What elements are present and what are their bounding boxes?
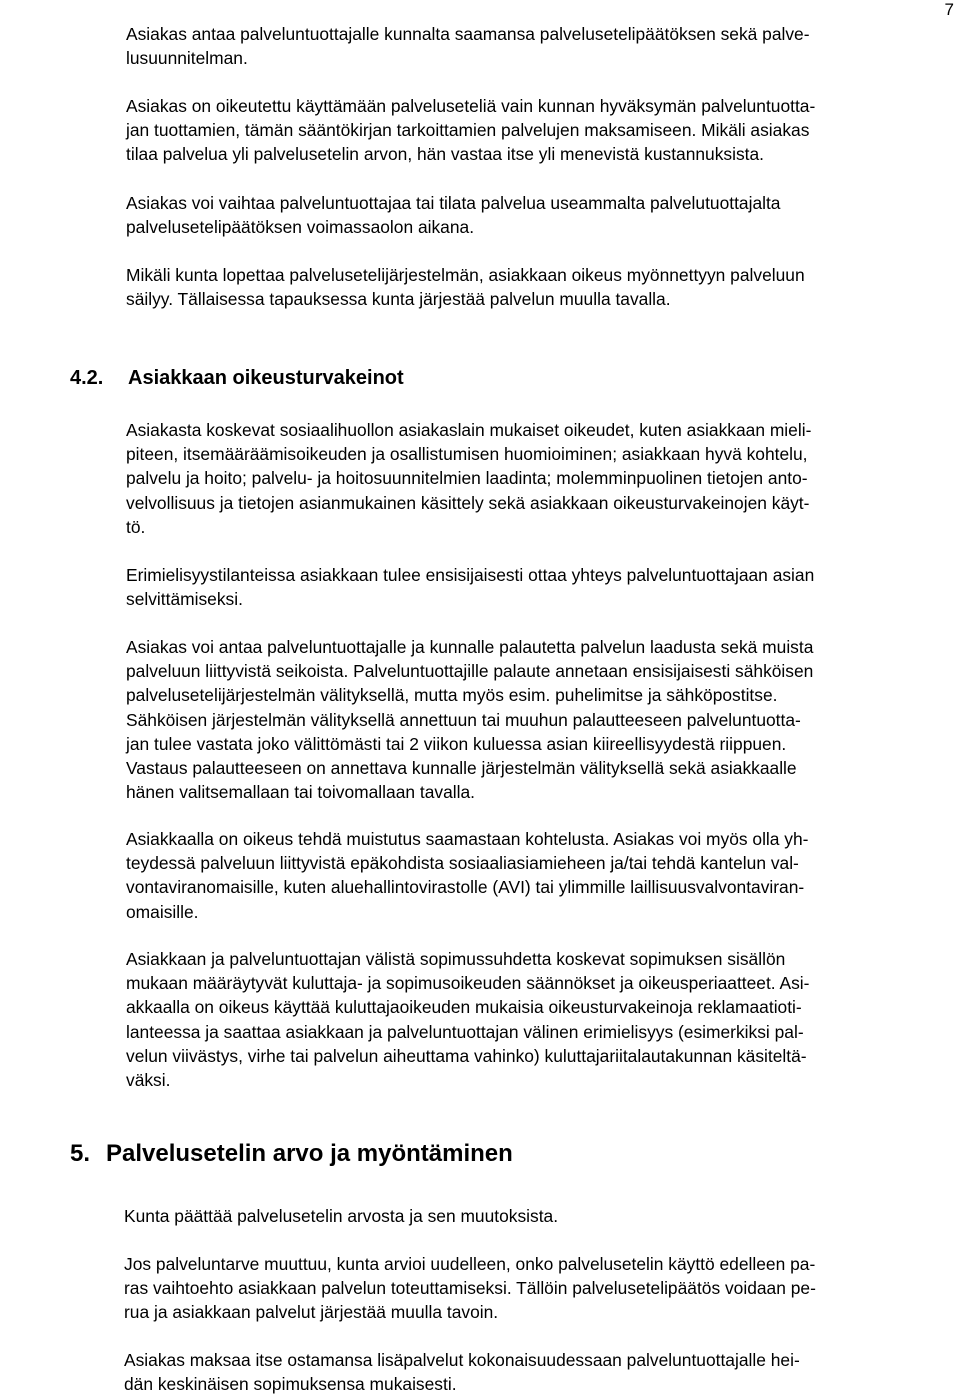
- text-line: Sähköisen järjestelmän välityksellä annettuun tai muuhun palautteeseen palveluntuotta-: [126, 709, 801, 730]
- text-line: Mikäli kunta lopettaa palvelusetelijärjestelmän, asiakkaan oikeus myönnettyyn palveluun: [126, 265, 805, 285]
- text-line: Kunta päättää palvelusetelin arvosta ja sen muutoksista.: [124, 1206, 559, 1226]
- text-line: teydessä palveluun liittyvistä epäkohdista sosiaaliasiamieheen ja/tai tehdä kantelun val-: [126, 853, 799, 874]
- text-line: palveluun liittyvistä seikoista. Palveluntuottajille palaute annetaan ensisijaisesti sähköisen: [126, 661, 814, 682]
- text-line: jan tuottamien, tämän sääntökirjan tarkoittamien palvelujen maksamiseen. Mikäli asiakas: [126, 120, 810, 141]
- text-line: velun viivästys, virhe tai palvelun aiheuttama vahinko) kuluttajariitalautakunnan käsiteltä-: [126, 1045, 807, 1066]
- text-line: tilaa palvelua yli palvelusetelin arvon, hän vastaa itse yli menevistä kustannuksista.: [126, 144, 765, 165]
- section-number: 5.: [70, 1140, 91, 1167]
- text-line: Asiakasta koskevat sosiaalihuollon asiakaslain mukaiset oikeudet, kuten asiakkaan mieli-: [126, 420, 812, 440]
- text-line: hänen valitsemallaan tai toivomallaan tavalla.: [126, 782, 475, 803]
- text-line: Asiakas maksaa itse ostamansa lisäpalvelut kokonaisuudessaan palveluntuottajalle hei-: [124, 1350, 800, 1370]
- text-line: akkaalla on oikeus käyttää kuluttajaoikeuden mukaisia oikeusturvakeinoja reklamaatioti-: [126, 997, 802, 1018]
- text-line: säilyy. Tällaisessa tapauksessa kunta järjestää palvelun muulla tavalla.: [126, 289, 671, 310]
- text-line: dän keskinäisen sopimuksensa mukaisesti.: [124, 1374, 457, 1395]
- paragraph: [126, 635, 956, 804]
- text-line: jan tulee vastata joko välittömästi tai 2 viikon kuluessa asian kiireellisyydestä riippuen.: [126, 733, 787, 754]
- text-line: väksi.: [126, 1070, 171, 1091]
- section-number: 4.2.: [70, 367, 104, 389]
- text-line: tö.: [126, 516, 146, 537]
- text-line: Asiakas on oikeutettu käyttämään palveluseteliä vain kunnan hyväksymän palveluntuotta-: [126, 96, 816, 116]
- paragraph: [126, 263, 956, 311]
- section-title: Asiakkaan oikeusturvakeinot: [128, 367, 404, 389]
- paragraph: [124, 1348, 956, 1396]
- text-line: Asiakas voi vaihtaa palveluntuottajaa tai tilata palvelua useammalta palvelutuottajalta: [126, 193, 781, 213]
- paragraph: [126, 191, 956, 239]
- text-line: selvittämiseksi.: [126, 589, 243, 610]
- paragraph: [126, 94, 956, 167]
- text-line: Jos palveluntarve muuttuu, kunta arvioi uudelleen, onko palvelusetelin käyttö edelleen pa-: [124, 1254, 816, 1274]
- text-line: Asiakas voi antaa palveluntuottajalle ja kunnalle palautetta palvelun laadusta sekä muista: [126, 637, 814, 657]
- text-line: palvelusetelijärjestelmän välityksellä, mutta myös esim. puhelimitse ja sähköpostitse.: [126, 685, 778, 706]
- text-line: Asiakas antaa palveluntuottajalle kunnalta saamansa palvelusetelipäätöksen sekä palve-: [126, 24, 810, 44]
- paragraph: [126, 418, 956, 539]
- paragraph: [126, 563, 956, 611]
- section-title: Palvelusetelin arvo ja myöntäminen: [106, 1140, 513, 1167]
- text-line: piteen, itsemääräämisoikeuden ja osallistumisen huomioiminen; asiakkaan hyvä kohtelu,: [126, 444, 808, 465]
- paragraph: [126, 947, 956, 1092]
- paragraph: [126, 827, 956, 924]
- section-heading-4-2: [70, 366, 404, 390]
- page-number: 7: [944, 0, 954, 19]
- paragraph: [124, 1204, 956, 1228]
- text-line: velvollisuus ja tietojen asianmukainen käsittely sekä asiakkaan oikeusturvakeinojen käyt-: [126, 492, 810, 513]
- paragraph: [126, 22, 956, 70]
- text-line: lusuunnitelman.: [126, 48, 248, 69]
- text-line: Asiakkaan ja palveluntuottajan välistä sopimussuhdetta koskevat sopimuksen sisällön: [126, 949, 786, 969]
- text-line: ras vaihtoehto asiakkaan palvelun toteuttamiseksi. Tällöin palvelusetelipäätös voidaan pe-: [124, 1278, 816, 1299]
- text-line: palvelu ja hoito; palvelu- ja hoitosuunnitelmien laadinta; molemminpuolinen tietojen anto-: [126, 468, 808, 489]
- text-line: lanteessa ja saattaa asiakkaan ja palveluntuottajan välinen erimielisyys (esimerkiksi pal-: [126, 1021, 804, 1042]
- text-line: mukaan määräytyvät kuluttaja- ja sopimusoikeuden säännökset ja oikeusperiaatteet. Asi-: [126, 973, 810, 994]
- text-line: vontaviranomaisille, kuten aluehallintovirastolle (AVI) tai ylimmille laillisuusvalvontaviran-: [126, 877, 805, 898]
- text-line: Vastaus palautteeseen on annettava kunnalle järjestelmän välityksellä sekä asiakkaalle: [126, 758, 797, 779]
- text-line: Erimielisyystilanteissa asiakkaan tulee ensisijaisesti ottaa yhteys palveluntuottajaan asian: [126, 565, 815, 585]
- section-heading-5: [70, 1139, 513, 1169]
- text-line: rua ja asiakkaan palvelut järjestää muulla tavoin.: [124, 1302, 499, 1323]
- text-line: Asiakkaalla on oikeus tehdä muistutus saamastaan kohtelusta. Asiakas voi myös olla yh-: [126, 829, 809, 849]
- text-line: palvelusetelipäätöksen voimassaolon aikana.: [126, 217, 475, 238]
- paragraph: [124, 1252, 956, 1325]
- text-line: omaisille.: [126, 901, 199, 922]
